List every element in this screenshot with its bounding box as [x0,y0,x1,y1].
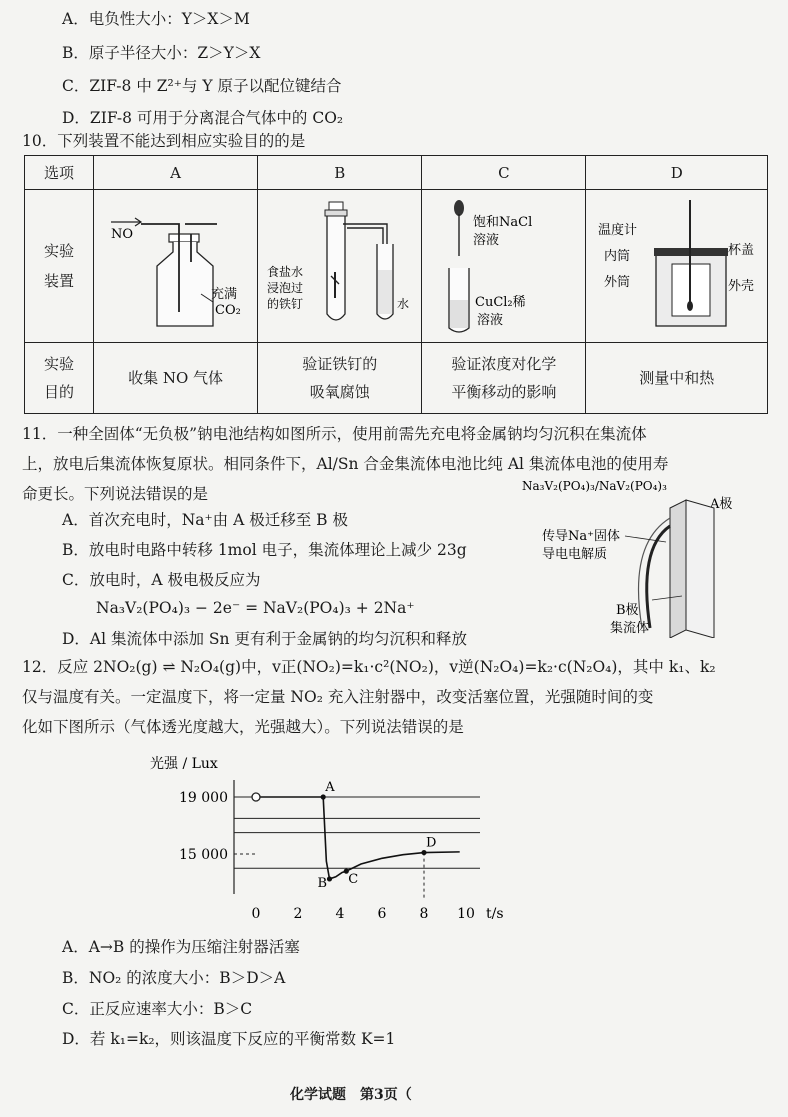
q12-stem-line-1: 12．反应 2NO₂(g) ⇌ N₂O₄(g)中，v正(NO₂)=k₁·c²(NO₂)，v逆(N₂O₄)=k₂·c(N₂O₄)，其中 k₁、k₂ [22,658,716,676]
label-saltwater: 食盐水 [266,265,303,279]
apparatus-d [586,190,768,343]
q9-option-c: C．ZIF-8 中 Z²⁺与 Y 原子以配位键结合 [62,77,342,95]
apparatus-a [94,190,258,343]
light-intensity-chart [150,752,520,924]
point-a [321,794,326,799]
gas-bottle-diagram [101,194,251,334]
label-shell: 外壳 [727,279,754,294]
q11-option-c: C．放电时，A 极电极反应为 [62,571,261,589]
label-cathode-material: Na₃V₂(PO₄)₃/NaV₂(PO₄)₃ [522,479,667,493]
label-nacl-solution: 溶液 [472,233,499,248]
q11-stem-line-1: 11．一种全固体“无负极”钠电池结构如图所示，使用前需先充电将金属钠均匀沉积在集流体 [22,425,647,443]
q12-option-a: A．A→B 的操作为压缩注射器活塞 [62,938,300,956]
q11-option-a: A．首次充电时，Na⁺由 A 极迁移至 B 极 [62,511,348,529]
label-no-gas: NO [110,227,133,242]
point-b [327,876,332,881]
x-axis-label: t/s [486,906,504,922]
row-label-purpose: 实验 目的 [25,343,94,414]
point-label-d: D [426,835,437,851]
label-iron-nail: 的铁钉 [266,297,303,311]
label-electrolyte-1: 传导Na⁺固体 [542,529,620,544]
apparatus-b [258,190,422,343]
label-soaked: 浸泡过 [266,281,303,295]
y-tick-label: 19 000 [179,790,228,806]
experiment-table [24,155,768,414]
label-water: 水 [396,297,409,311]
q11-stem-line-3: 命更长。下列说法错误的是 [22,485,209,503]
y-tick-label: 15 000 [179,847,228,863]
label-filled: 充满 [210,287,237,302]
x-tick-label: 4 [335,906,345,922]
q12-stem-line-2: 仅与温度有关。一定温度下，将一定量 NO₂ 充入注射器中，改变活塞位置，光强随时间的变 [22,688,654,706]
x-tick-label: 6 [377,906,387,922]
label-thermometer: 温度计 [597,223,637,238]
point-label-c: C [348,872,359,888]
x-tick-label: 10 [457,906,475,922]
table-header-option: 选项 [25,156,94,190]
purpose-b: 验证铁钉的 吸氧腐蚀 [258,343,422,414]
q11-stem-line-2: 上，放电后集流体恢复原状。相同条件下，Al/Sn 合金集流体电池比纯 Al 集流体电池的使用寿 [22,455,669,473]
q10-stem: 10．下列装置不能达到相应实验目的的是 [22,132,306,150]
q11-option-d: D．Al 集流体中添加 Sn 更有利于金属钠的均匀沉积和释放 [62,630,467,648]
label-nacl: 饱和NaCl [472,215,533,230]
q11-option-c-equation: Na₃V₂(PO₄)₃ − 2e⁻ = NaV₂(PO₄)₃ + 2Na⁺ [96,599,415,617]
label-a-pole: A极 [710,497,733,512]
table-header-b: B [258,156,422,190]
page-footer: 化学试题 第3页（ [290,1087,412,1103]
y-axis-label: 光强 / Lux [150,756,218,772]
purpose-d: 测量中和热 [586,343,768,414]
apparatus-c [422,190,586,343]
q12-option-c: C．正反应速率大小：B＞C [62,1000,253,1018]
label-b-pole: B极 [616,603,639,618]
label-lid: 杯盖 [727,243,754,258]
iron-nail-diagram [265,194,415,334]
q9-option-b: B．原子半径大小：Z＞Y＞X [62,44,261,62]
x-tick-label: 8 [419,906,429,922]
x-tick-label: 2 [293,906,303,922]
purpose-c: 验证浓度对化学 平衡移动的影响 [422,343,586,414]
q12-option-d: D．若 k₁=k₂，则该温度下反应的平衡常数 K=1 [62,1030,396,1048]
label-cucl2-solution: 溶液 [476,313,503,328]
sodium-battery-diagram [520,478,770,638]
start-point [252,793,260,801]
label-co2: CO₂ [214,303,241,318]
q9-option-d: D．ZIF-8 可用于分离混合气体中的 CO₂ [62,109,344,127]
q11-option-b: B．放电时电路中转移 1mol 电子，集流体理论上减少 23g [62,541,467,559]
table-header-c: C [422,156,586,190]
test-tube-diagram [429,194,579,334]
calorimeter-diagram [594,194,760,334]
table-header-a: A [94,156,258,190]
q12-stem-line-3: 化如下图所示（气体透光度越大，光强越大）。下列说法错误的是 [22,718,464,736]
label-current-collector: 集流体 [610,621,650,636]
point-label-a: A [325,780,335,795]
label-cucl2: CuCl₂稀 [474,295,526,310]
q12-option-b: B．NO₂ 的浓度大小：B＞D＞A [62,969,286,987]
row-label-apparatus: 实验 装置 [25,190,94,343]
label-inner-cylinder: 内筒 [603,249,630,264]
point-d [421,850,426,855]
purpose-a: 收集 NO 气体 [94,343,258,414]
table-header-d: D [586,156,768,190]
q9-option-a: A．电负性大小：Y＞X＞M [62,10,250,28]
label-electrolyte-2: 导电电解质 [542,547,608,562]
point-label-b: B [317,875,328,891]
label-outer-cylinder: 外筒 [603,275,630,290]
x-tick-label: 0 [251,906,261,922]
